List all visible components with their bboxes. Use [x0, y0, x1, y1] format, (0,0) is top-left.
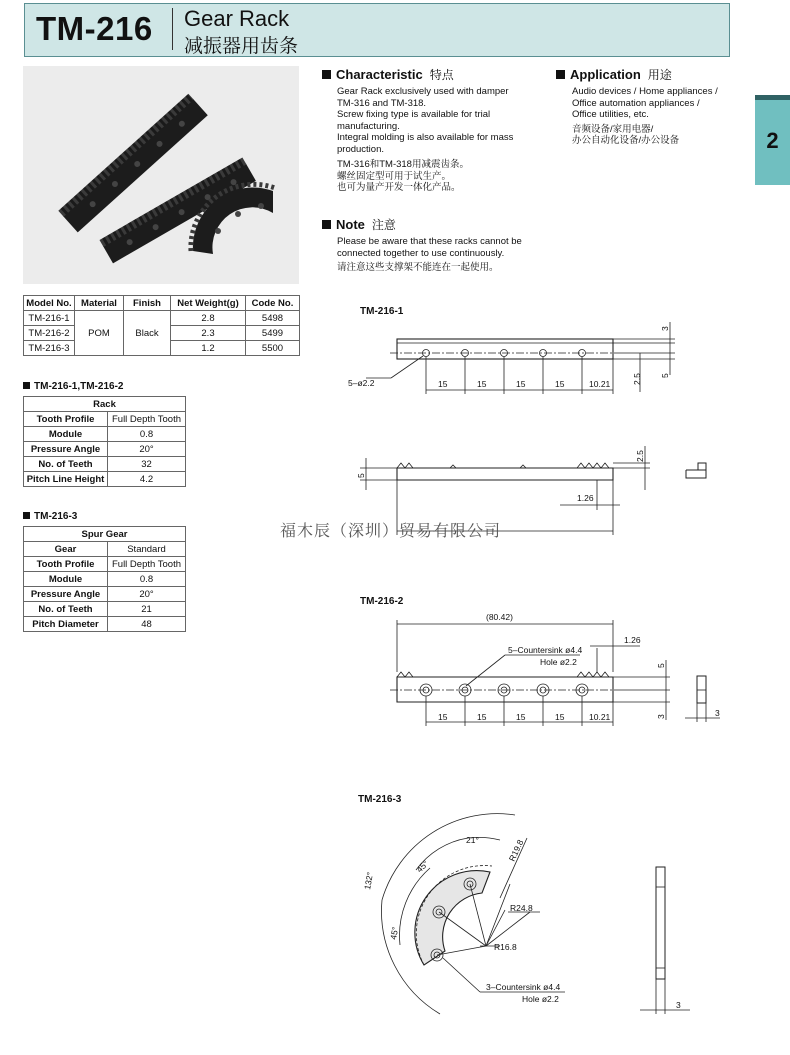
dim-text: 15	[477, 379, 487, 389]
dim-text: 1.26	[624, 635, 641, 645]
dim-text: Hole ø2.2	[522, 994, 559, 1004]
model-title: TM-216	[36, 10, 153, 47]
note-line-cn: 请注意这些支撑架不能连在一起使用。	[337, 262, 499, 273]
characteristic-line-cn: 也可为量产开发一体化产品。	[337, 182, 461, 193]
table-header: Net Weight(g)	[171, 296, 246, 311]
table-cell: 0.8	[108, 572, 186, 587]
characteristic-line: Gear Rack exclusively used with damper	[337, 86, 509, 97]
rack-1-top-view	[390, 339, 620, 359]
table-label: Pressure Angle	[24, 587, 108, 602]
table-cell: 2.3	[171, 326, 246, 341]
table-cell: 0.8	[108, 427, 186, 442]
dim-text: 5	[656, 663, 666, 668]
drawing-label-3: TM-216-3	[358, 794, 402, 805]
rack-1-side-view	[397, 463, 613, 480]
rack-spec-heading: TM-216-1,TM-216-2	[23, 381, 123, 392]
dim-text: Hole ø2.2	[540, 657, 577, 667]
dim-text: 5–Countersink ø4.4	[508, 645, 583, 655]
dim-text: 15	[555, 712, 565, 722]
dim-text: 3	[676, 1000, 681, 1010]
rack-2-top-view	[390, 672, 620, 702]
characteristic-line: Integral molding is also available for mass	[337, 132, 514, 143]
table-label: Pitch Line Height	[24, 472, 108, 487]
dim-text: 3–Countersink ø4.4	[486, 982, 561, 992]
dim-text: 21°	[466, 835, 479, 845]
characteristic-line: production.	[337, 143, 385, 155]
table-cell: TM-216-3	[24, 341, 75, 356]
product-title-en: Gear Rack	[184, 6, 290, 31]
table-cell: Full Depth Tooth	[108, 557, 186, 572]
dim-text: 15	[438, 712, 448, 722]
table-label: Tooth Profile	[24, 557, 108, 572]
gear-spec-heading: TM-216-3	[23, 511, 77, 522]
dim-text: 3	[656, 714, 666, 719]
table-label: Pitch Diameter	[24, 617, 108, 632]
note-heading: Note 注意	[322, 216, 396, 233]
watermark: 福木辰（深圳）贸易有限公司	[280, 521, 502, 540]
table-cell-material: POM	[75, 311, 124, 356]
application-line: Office utilities, etc.	[572, 109, 649, 120]
characteristic-line: Screw fixing type is available for trial	[337, 109, 491, 120]
application-line: Audio devices / Home appliances /	[572, 86, 718, 97]
table-header: Code No.	[246, 296, 300, 311]
drawing-label-1: TM-216-1	[360, 306, 404, 317]
dim-text: 45°	[388, 925, 401, 941]
application-line: Office automation appliances /	[572, 97, 700, 109]
dim-text: 15	[555, 379, 565, 389]
table-cell: 2.8	[171, 311, 246, 326]
dim-text: 3	[715, 708, 720, 718]
table-cell: 48	[108, 617, 186, 632]
dim-text: R16.8	[494, 942, 517, 952]
dim-text: R24.8	[510, 903, 533, 913]
dim-text: 5	[356, 473, 366, 478]
dim-text: 132°	[362, 871, 376, 891]
table-cell: 20°	[108, 587, 186, 602]
note-line: connected together to use continuously.	[337, 247, 505, 259]
table-cell: TM-216-2	[24, 326, 75, 341]
dim-text: 15	[438, 379, 448, 389]
dim-text: 15	[516, 712, 526, 722]
table-title: Spur Gear	[24, 527, 186, 542]
table-cell: 21	[108, 602, 186, 617]
dim-text: 2.5	[632, 373, 642, 385]
table-cell: 32	[108, 457, 186, 472]
characteristic-line: TM-316 and TM-318.	[337, 97, 427, 109]
table-header: Material	[75, 296, 124, 311]
table-cell: 4.2	[108, 472, 186, 487]
table-cell-finish: Black	[124, 311, 171, 356]
dim-text: 2.5	[635, 450, 645, 462]
drawing-label-2: TM-216-2	[360, 596, 404, 607]
dim-text: 3	[660, 326, 670, 331]
table-cell: 20°	[108, 442, 186, 457]
table-header: Finish	[124, 296, 171, 311]
dim-text: 10.21	[589, 712, 611, 722]
table-header: Model No.	[24, 296, 75, 311]
characteristic-heading: Characteristic 特点	[322, 66, 454, 83]
dim-text: R19.8	[506, 838, 526, 863]
product-title-cn: 减振器用齿条	[184, 36, 299, 57]
characteristic-line: manufacturing.	[337, 120, 400, 132]
table-label: Tooth Profile	[24, 412, 108, 427]
table-cell: TM-216-1	[24, 311, 75, 326]
table-cell: 5498	[246, 311, 300, 326]
dim-text: 45°	[414, 858, 431, 875]
dim-text: 10.21	[589, 379, 611, 389]
table-label: Gear	[24, 542, 108, 557]
table-cell: 1.2	[171, 341, 246, 356]
table-cell: Standard	[108, 542, 186, 557]
application-heading: Application 用途	[556, 66, 672, 83]
table-cell: 5500	[246, 341, 300, 356]
application-line-cn: 音频设备/家用电器/	[572, 123, 654, 135]
dim-text: 5–ø2.2	[348, 378, 375, 388]
characteristic-line-cn: TM-316和TM-318用减震齿条。	[337, 159, 469, 170]
dim-text: (80.42)	[486, 612, 513, 622]
table-label: Pressure Angle	[24, 442, 108, 457]
table-label: No. of Teeth	[24, 457, 108, 472]
chapter-number: 2	[766, 128, 779, 153]
dim-text: 5	[660, 373, 670, 378]
dim-text: 1.26	[577, 493, 594, 503]
characteristic-line-cn: 螺丝固定型可用于试生产。	[337, 170, 452, 182]
dim-text: 15	[516, 379, 526, 389]
application-line-cn: 办公自动化设备/办公设备	[572, 135, 680, 146]
table-label: Module	[24, 427, 108, 442]
table-title: Rack	[24, 397, 186, 412]
table-cell: 5499	[246, 326, 300, 341]
note-line: Please be aware that these racks cannot be	[337, 236, 522, 247]
table-cell: Full Depth Tooth	[108, 412, 186, 427]
dim-text: 15	[477, 712, 487, 722]
table-label: Module	[24, 572, 108, 587]
table-label: No. of Teeth	[24, 602, 108, 617]
